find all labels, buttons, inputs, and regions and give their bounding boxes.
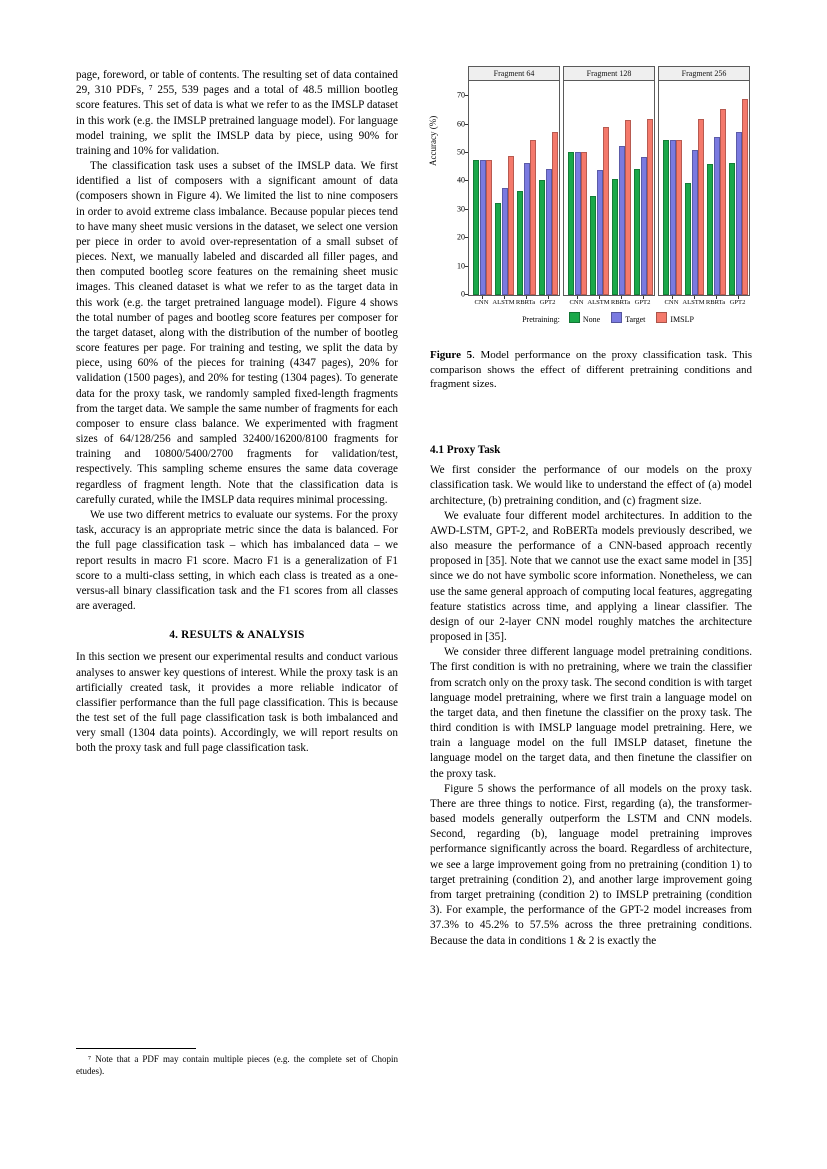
- bar: [612, 179, 618, 295]
- bar: [486, 160, 492, 295]
- bar: [517, 191, 523, 296]
- paragraph: We consider three different language model pretraining conditions. The first condition is with no pretraining, where we train the classifier from scratch only on the proxy task. The second condition is with target language model pretraining, where we first train a language model on the target data, and then finetune the classifier on the proxy task. The third condition is with IMSLP language model pretraining. Here, we train a language model on the full IMSLP dataset, finetune the language model on the target data, and then finetune the classifier on the proxy task.: [430, 646, 752, 780]
- footnote-text: ⁷ Note that a PDF may contain multiple pieces (e.g. the complete set of Chopin etudes).: [76, 1054, 398, 1076]
- x-tick-label: CNN: [569, 299, 584, 306]
- figure-5: [430, 62, 752, 392]
- bar-group: [611, 82, 632, 295]
- x-tick-label: RBRTa: [705, 299, 726, 306]
- y-tick-label: 10: [457, 261, 465, 271]
- legend-title: Pretraining:: [522, 315, 560, 324]
- bar: [729, 163, 735, 295]
- bar: [575, 152, 581, 295]
- x-tick-label: CNN: [664, 299, 679, 306]
- y-tick-label: 0: [461, 289, 465, 299]
- paragraph: We first consider the performance of our models on the proxy classification task. We would like to understand the effect of (a) model architecture, (b) pretraining condition, and (c) fragment size.: [430, 464, 752, 507]
- legend-label: Target: [625, 315, 646, 324]
- chart-panels: [457, 66, 750, 306]
- right-text-column: [430, 430, 752, 949]
- y-tick-mark: [465, 294, 468, 295]
- bar: [641, 157, 647, 295]
- y-tick-mark: [465, 209, 468, 210]
- y-tick-label: 70: [457, 90, 465, 100]
- paragraph: We evaluate four different model architectures. In addition to the AWD-LSTM, GPT-2, and RoBERTa models previously described, we also measure the performance of a CNN-based approach recently proposed in [35]. Note that we cannot use the exact same model in [35] since we do not have symbolic score information. Nonetheless, we can use the same general approach of computing local features, aggregating feature statistics across time, and applying a linear classifier. The design of our 2-layer CNN model roughly matches the architecture proposed in [35].: [430, 509, 752, 644]
- y-tick-mark: [465, 95, 468, 96]
- bar: [634, 169, 640, 295]
- bar: [736, 132, 742, 295]
- bar: [603, 127, 609, 295]
- x-tick-label: GPT2: [539, 299, 556, 306]
- y-tick-label: 20: [457, 232, 465, 242]
- x-tick-mark: [621, 296, 622, 299]
- x-tick-mark: [716, 296, 717, 299]
- x-tick-label: ALSTM: [492, 299, 515, 306]
- y-tick-label: 30: [457, 204, 465, 214]
- bar: [676, 140, 682, 295]
- bar: [524, 163, 530, 295]
- legend-label: None: [582, 315, 601, 324]
- x-tick-mark: [548, 296, 549, 299]
- bar: [502, 188, 508, 295]
- bar: [539, 180, 545, 295]
- x-tick-label: RBRTa: [515, 299, 536, 306]
- x-tick-mark: [738, 296, 739, 299]
- panel-title: Fragment 256: [658, 66, 750, 81]
- chart-panel: [658, 66, 750, 304]
- y-tick-mark: [465, 237, 468, 238]
- panel-plot: [658, 81, 750, 296]
- bar: [495, 203, 501, 295]
- paragraph: The classification task uses a subset of the IMSLP data. We first identified a list of composers with a significant amount of data (composers shown in Figure 4). We limited the list to nine composers in order to avoid extreme class imbalance. Because popular pieces tend to have many sheet music versions in the dataset, we select one version per piece in order to avoid over-representation of a small subset of pieces. Next, we manually labeled and discarded all filler pages, and then computed bootleg score features on the remaining sheet music images. This cleaned dataset is what we refer to as the target data in this work (e.g. the target pretrained language model). Figure 4 shows the total number of pages and bootleg score features per composer for the target dataset, along with the distribution of the number of bootleg score features per page. For training and testing, we split the data by piece, using 60% of the pieces for training (4347 pages), 20% for validation (1500 pages), and 20% for testing (1304 pages). To generate data for the proxy task, we randomly sampled fixed-length fragments from the target data. We sample the same number of fragments for each composer to ensure class balance. We experimented with fragment sizes of 64/128/256 and sampled 32400/16200/8100 fragments for training and 10800/5400/2700 fragments for validation/test, respectively. This sampling scheme ensures the same data coverage regardless of fragment length. Note that the classification data is carefully curated, while the IMSLP data requires minimal processing.: [76, 160, 398, 506]
- bar: [698, 119, 704, 295]
- bar: [742, 99, 748, 295]
- y-tick-mark: [465, 152, 468, 153]
- x-tick-mark: [577, 296, 578, 299]
- y-tick-label: 60: [457, 119, 465, 129]
- bar-group: [684, 82, 705, 295]
- x-tick-label: GPT2: [634, 299, 651, 306]
- bar-group: [728, 82, 749, 295]
- bar: [670, 140, 676, 295]
- bar: [714, 137, 720, 295]
- bar: [473, 160, 479, 295]
- footnote-rule: [76, 1048, 196, 1049]
- bar: [597, 170, 603, 295]
- y-tick-label: 40: [457, 175, 465, 185]
- footnote-block: [76, 1048, 398, 1078]
- bar: [692, 150, 698, 295]
- bar-group: [538, 82, 559, 295]
- paragraph: Figure 5 shows the performance of all models on the proxy task. There are three things to notice. First, regarding (a), the transformer-based models generally outperform the LSTM and CNN models. Second, regarding (b), language model pretraining improves performance significantly across the board. Regardless of architecture, we see a large improvement going from no pretraining (condition 1) to target pretraining (condition 2), and another large improvement going from target pretraining (condition 2) to IMSLP pretraining (condition 3). For example, the performance of the GPT-2 model increases from 37.3% to 45.2% to 57.5% across the three pretraining conditions. Because the data in conditions 1 & 2 is exactly the: [430, 782, 752, 947]
- bar-group: [494, 82, 515, 295]
- x-tick-label: RBRTa: [610, 299, 631, 306]
- chart-panel: [563, 66, 655, 304]
- bar: [568, 152, 574, 295]
- bar: [685, 183, 691, 295]
- x-tick-mark: [526, 296, 527, 299]
- paragraph: In this section we present our experimental results and conduct various analyses to answer key questions of interest. While the proxy task is an artificially created task, it provides a more reliable indicator of classifier performance than the full page classification. This is because the test set of the full page classification task is both imbalanced and very small (1304 data points). Accordingly, we will report results on both the proxy task and full page classification task.: [76, 651, 398, 755]
- bar-group: [662, 82, 683, 295]
- y-axis-label: Accuracy (%): [428, 115, 438, 166]
- bar: [546, 169, 552, 295]
- y-tick-label: 50: [457, 147, 465, 157]
- bar: [619, 146, 625, 295]
- legend-swatch: [656, 312, 667, 323]
- bar: [480, 160, 486, 295]
- chart-legend: [468, 312, 750, 324]
- bar: [625, 120, 631, 295]
- figure-caption-label: Figure 5: [430, 349, 473, 361]
- x-tick-mark: [694, 296, 695, 299]
- legend-swatch: [611, 312, 622, 323]
- bar-group: [589, 82, 610, 295]
- paragraph: We use two different metrics to evaluate our systems. For the proxy task, accuracy is an appropriate metric since the data is balanced. For the full page classification task – which has imbalanced data – we report results in macro F1 score. Macro F1 is a generalization of F1 score to a multi-class setting, in which each class is treated as a one-versus-all binary classification task and the F1 scores from all classes are averaged.: [76, 508, 398, 613]
- legend-label: IMSLP: [670, 315, 694, 324]
- x-tick-mark: [672, 296, 673, 299]
- x-tick-label: CNN: [474, 299, 489, 306]
- y-tick-mark: [465, 124, 468, 125]
- bar-group: [472, 82, 493, 295]
- panel-title: Fragment 128: [563, 66, 655, 81]
- bar-group: [516, 82, 537, 295]
- chart-panel: [457, 66, 560, 306]
- x-tick-mark: [599, 296, 600, 299]
- panel-plot: [563, 81, 655, 296]
- bar: [581, 152, 587, 295]
- paragraph: page, foreword, or table of contents. The resulting set of data contained 29, 310 PDFs, ⁷ 255, 539 pages and a total of 48.5 million bootleg score features. This set of data is what we refer to as the IMSLP dataset in this work (e.g. the IMSLP pretrained language model). For language model training, we split the IMSLP data by piece, using 90% for training and 10% for validation.: [76, 69, 398, 157]
- figure-caption-text: . Model performance on the proxy classification task. This comparison shows the effect of different pretraining conditions and fragment sizes.: [430, 349, 752, 391]
- bar-group: [567, 82, 588, 295]
- figure-caption: [430, 348, 752, 392]
- subsection-heading: 4.1 Proxy Task: [430, 444, 501, 456]
- panel-plot: [468, 81, 560, 296]
- bar: [508, 156, 514, 295]
- y-tick-mark: [465, 266, 468, 267]
- left-text-column: [76, 68, 398, 757]
- bar: [720, 109, 726, 295]
- bar: [552, 132, 558, 295]
- panel-title: Fragment 64: [468, 66, 560, 81]
- x-tick-mark: [482, 296, 483, 299]
- bar: [707, 164, 713, 295]
- chart: [430, 62, 752, 330]
- legend-swatch: [569, 312, 580, 323]
- bar: [647, 119, 653, 295]
- x-tick-label: GPT2: [729, 299, 746, 306]
- bar-group: [633, 82, 654, 295]
- x-tick-label: ALSTM: [587, 299, 610, 306]
- x-tick-mark: [504, 296, 505, 299]
- y-tick-mark: [465, 180, 468, 181]
- x-tick-label: ALSTM: [682, 299, 705, 306]
- section-heading: 4. RESULTS & ANALYSIS: [169, 629, 305, 642]
- bar: [530, 140, 536, 295]
- bar-group: [706, 82, 727, 295]
- bar: [663, 140, 669, 295]
- bar: [590, 196, 596, 295]
- x-tick-mark: [643, 296, 644, 299]
